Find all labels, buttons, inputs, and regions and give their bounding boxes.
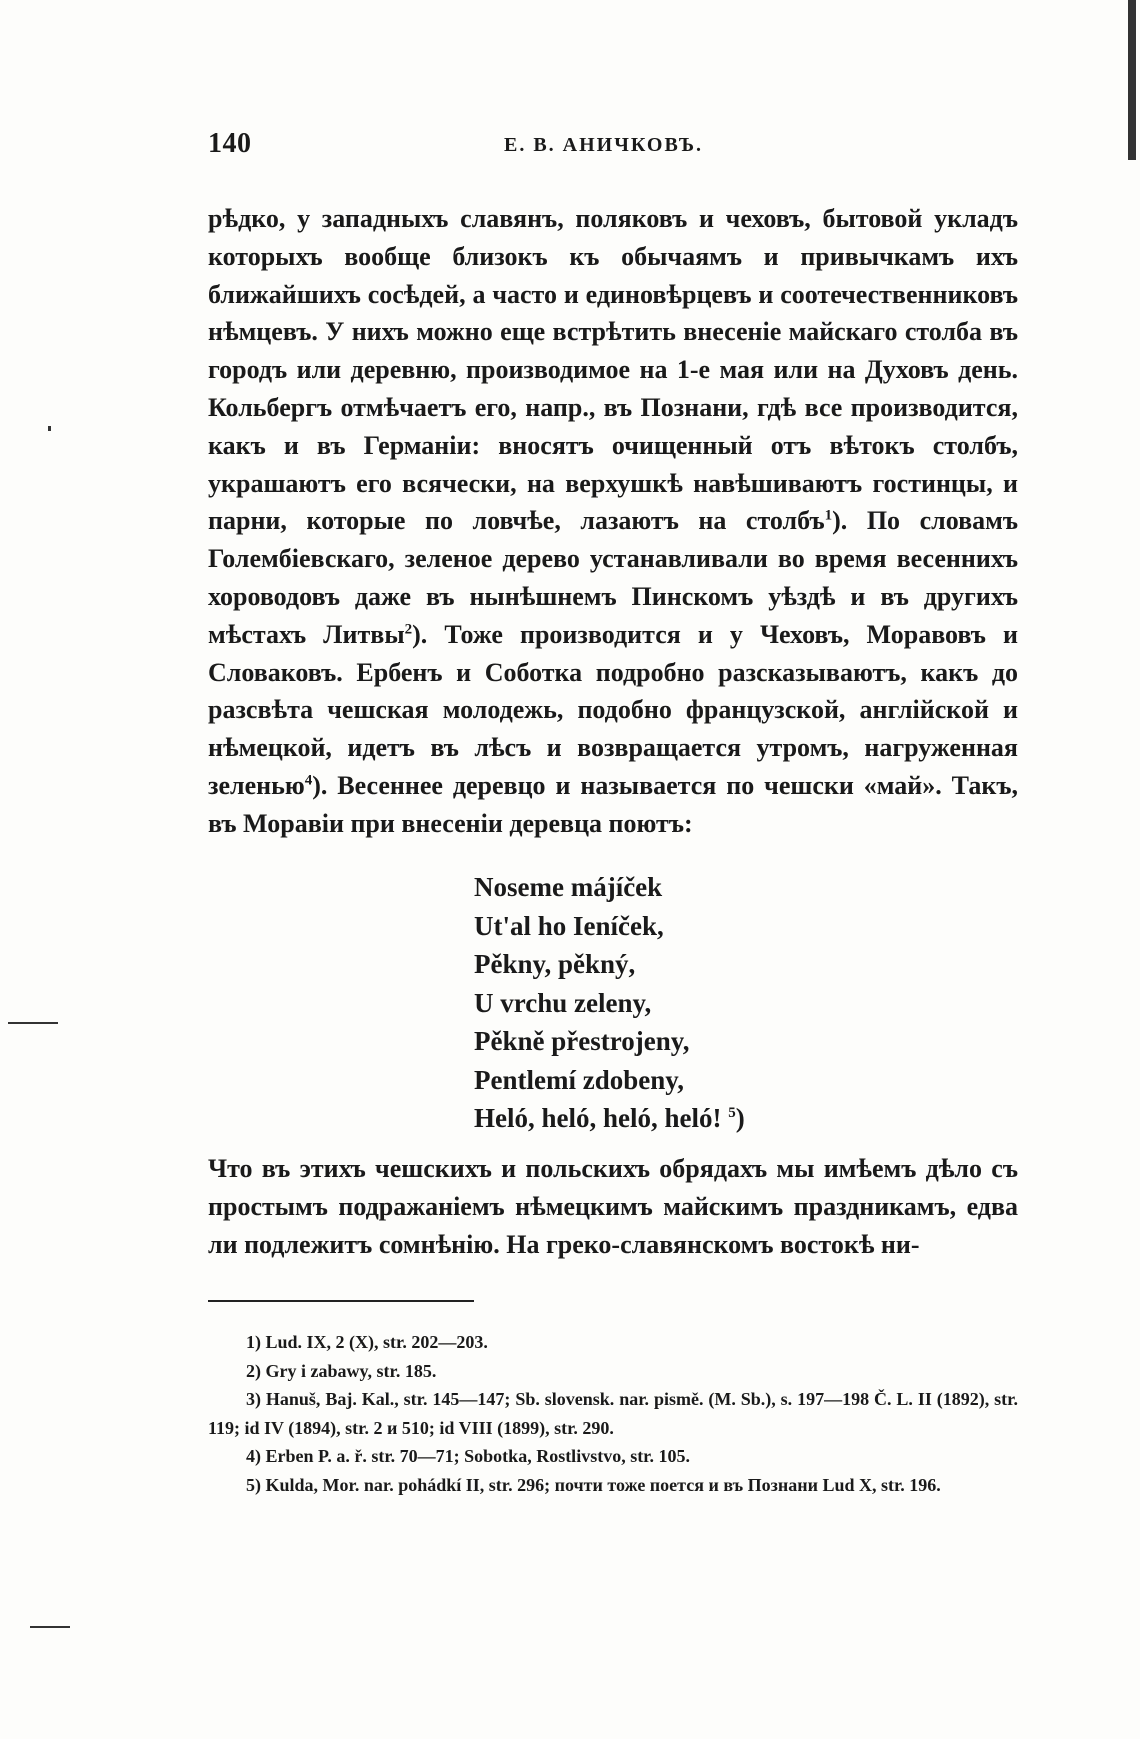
poem-line: Heló, heló, heló, heló! [474,1103,722,1133]
paragraph-part-2: ). По словамъ Голембіевскаго, зеленое дерево устанавливали во время весеннихъ хороводовъ даже въ нынѣшнемъ Пинскомъ уѣздѣ и въ другихъ мѣстахъ Литвы [208,506,1018,649]
footnote-1: 1) Lud. IX, 2 (X), str. 202—203. [246,1332,488,1352]
margin-mark [8,1022,58,1024]
poem-line: Pěkny, pěkný, [474,949,636,979]
closing-paragraph [208,1150,1018,1264]
paragraph-part-3: ). Тоже производится и у Чеховъ, Моравовъ и Словаковъ. Ербенъ и Соботка подробно разсказываютъ, какъ до разсвѣта чешская молодежь, подобно французской, англійской и нѣмецкой, идетъ въ лѣсъ и возвращается утромъ, нагруженная зеленью [208,619,1018,800]
closing-text: Что въ этихъ чешскихъ и польскихъ обрядахъ мы имѣемъ дѣло съ простымъ подражаніемъ нѣмецкимъ майскимъ праздникамъ, едва ли подлежитъ сомнѣнію. На греко-славянскомъ востокѣ ни- [208,1154,1018,1259]
margin-mark [1128,0,1136,160]
poem-line: Noseme májíček [474,872,663,902]
footnotes [208,1328,1018,1499]
main-paragraph [208,200,1018,843]
paragraph-part-1: рѣдко, у западныхъ славянъ, поляковъ и чеховъ, бытовой укладъ которыхъ вообще близокъ къ обычаямъ и привычкамъ ихъ ближайшихъ сосѣдей, а часто и единовѣрцевъ и соотечественниковъ нѣмцевъ. У нихъ можно еще встрѣтить внесеніе майскаго столба въ городъ или деревню, производимое на 1-е мая или на Духовъ день. Кольбергъ отмѣчаетъ его, напр., въ Познани, гдѣ все производится, какъ и въ Германіи: вносятъ очищенный отъ вѣтокъ столбъ, украшаютъ его всячески, на верхушкѣ навѣшиваютъ гостинцы, и парни, которые по ловчѣе, лазаютъ на столбъ [208,204,1018,536]
poem-line-last [474,1099,974,1138]
footnote-2: 2) Gry i zabawy, str. 185. [246,1360,437,1381]
poem-line: Ut'al ho Ieníček, [474,910,664,941]
footnote-ref-2: 2 [404,621,413,638]
footnote-ref-4: 4 [304,772,313,789]
footnote-5: 5) Kulda, Mor. nar. pohádkí II, str. 296; почти тоже поется и въ Познани Lud X, str. 196. [246,1474,941,1495]
poem-line: Pěkně přestrojeny, [474,1026,690,1056]
footnote-ref-5-close: ) [735,1103,745,1133]
margin-dot [48,426,51,431]
footnote-ref-1: 1 [824,507,833,524]
footnote-3: 3) Hanuš, Baj. Kal., str. 145—147; Sb. slovensk. nar. pismě. (M. Sb.), s. 197—198 Č. L. II (1892), str. 119; id IV (1894), str. 2 и 510; id VIII (1899), str. 290. [208,1389,1018,1438]
poem-line: U vrchu zeleny, [474,987,652,1018]
poem-line: Pentlemí zdobeny, [474,1064,684,1095]
footnote-ref-5: 5 [728,1105,736,1121]
footnote-divider [208,1300,474,1302]
poem [474,868,974,1138]
running-title: Е. В. АНИЧКОВЪ. [504,134,704,156]
page-header [208,128,1018,168]
footnote-4: 4) Erben P. a. ř. str. 70—71; Sobotka, Rostlivstvo, str. 105. [246,1446,691,1466]
page-number: 140 [208,128,252,159]
margin-mark [30,1626,70,1628]
paragraph-part-4: ). Весеннее деревцо и называется по чешски «май». Такъ, въ Моравіи при внесеніи деревца поютъ: [208,770,1018,838]
